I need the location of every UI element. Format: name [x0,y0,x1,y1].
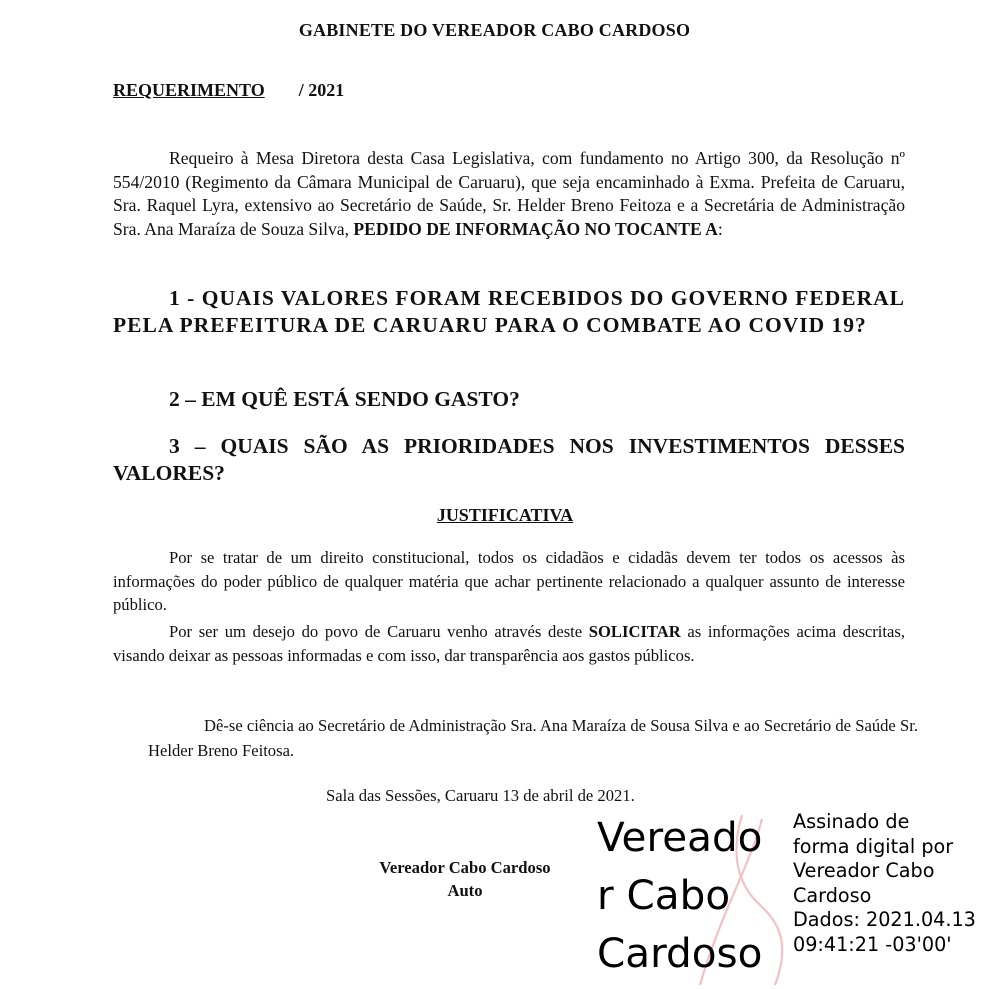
signature-info-line: forma digital por [793,834,954,858]
p2-after: as informações acima descritas, visando deixar as pessoas informadas e com isso, dar transparência aos gastos públicos. [113,622,905,665]
page-header: GABINETE DO VEREADOR CABO CARDOSO [298,20,691,40]
sala-line: Sala das Sessões, Caruaru 13 de abril de 2021. [326,786,635,805]
intro-bold: PEDIDO DE INFORMAÇÃO NO TOCANTE A [353,218,718,239]
signer-role: Auto [447,881,483,900]
question-3: 3 – QUAIS SÃO AS PRIORIDADES NOS INVESTIMENTOS DESSES VALORES? [113,434,905,485]
justificativa-paragraph-2 [113,620,905,667]
signature-info-line: Vereador Cabo [793,859,935,883]
intro-tail: : [717,218,723,239]
signature-info-line: Cardoso [793,883,872,907]
p2-before: Por ser um desejo do povo de Caruaru venho através deste [169,622,589,641]
digital-signature-info [793,810,989,958]
signature-name-line: Vereado [597,813,763,861]
justificativa-title: JUSTIFICATIVA [436,505,574,525]
question-2: 2 – EM QUÊ ESTÁ SENDO GASTO? [169,387,520,411]
intro-paragraph [113,147,905,241]
justificativa-paragraph-1: Por se tratar de um direito constitucional, todos os cidadãos e cidadãs devem ter todos os acessos às informações do poder público de qualquer matéria que achar pertinente relacionado a qualquer assunto de interesse público. [113,548,905,615]
signer-name: Vereador Cabo Cardoso [379,858,551,877]
intro-text: Requeiro à Mesa Diretora desta Casa Legislativa, com fundamento no Artigo 300, da Resolução nº 554/2010 (Regimento da Câmara Municipal de Caruaru), que seja encaminhado à Exma. Prefeita de Caruaru, Sra. Raquel Lyra, extensivo ao Secretário de Saúde, Sr. Helder Breno Feitoza e a Secretária de Administração Sra. Ana Maraíza de Souza Silva, [113,148,905,239]
question-1: 1 - QUAIS VALORES FORAM RECEBIDOS DO GOVERNO FEDERAL PELA PREFEITURA DE CARUARU PARA O COMBATE AO COVID 19? [113,286,905,337]
signature-info-line: Dados: 2021.04.13 [793,908,976,932]
signature-info-line: 09:41:21 -03'00' [793,932,952,956]
digital-signature-name [597,808,787,982]
requerimento-year: / 2021 [298,80,345,100]
p2-bold: SOLICITAR [588,622,681,641]
signature-name-line: Cardoso [597,929,763,977]
signature-info-line: Assinado de [793,810,910,833]
ciencia-paragraph: Dê-se ciência ao Secretário de Administração Sra. Ana Maraíza de Sousa Silva e ao Secretário de Saúde Sr. Helder Breno Feitosa. [148,716,918,760]
requerimento-line [113,80,344,101]
signer-block [360,856,570,902]
requerimento-label: REQUERIMENTO [113,80,265,100]
signature-name-line: r Cabo [597,871,731,919]
